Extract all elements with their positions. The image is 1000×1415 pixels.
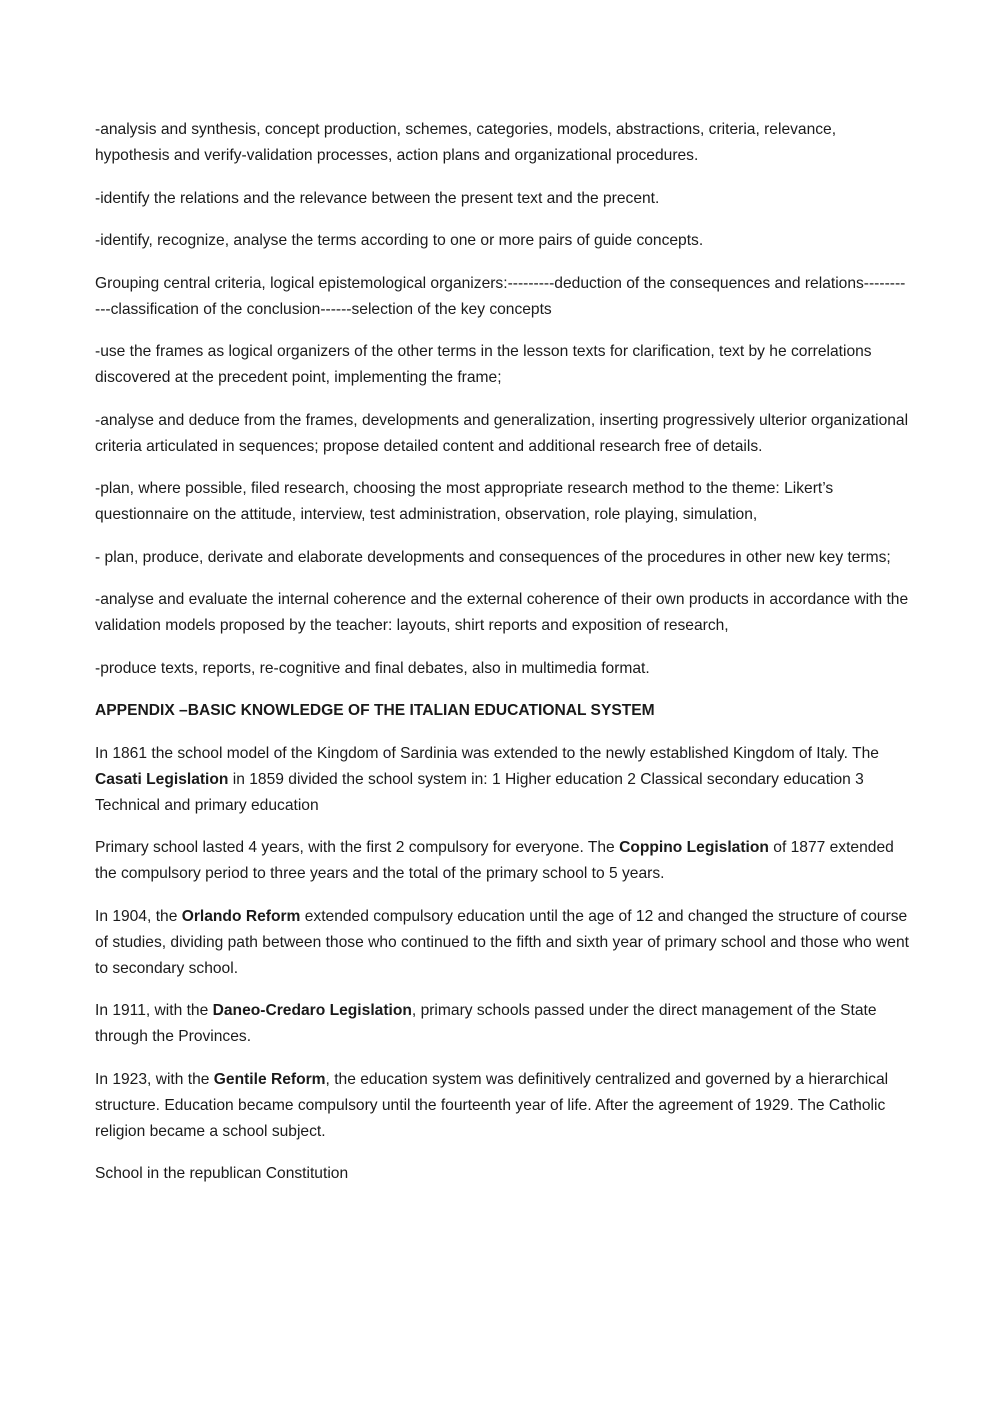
text-run: in 1859 divided the school system in: 1 Higher education 2 Classical secondary education 3 Technical and primary education: [95, 770, 864, 814]
paragraph-analyse-evaluate: -analyse and evaluate the internal coherence and the external coherence of their own products in accordance with the validation models proposed by the teacher: layouts, shirt reports and exposition of research,: [95, 591, 909, 634]
paragraph-use-frames: -use the frames as logical organizers of the other terms in the lesson texts for clarification, text by he correlations discovered at the precedent point, implementing the frame;: [95, 343, 872, 386]
text-run: Primary school lasted 4 years, with the first 2 compulsory for everyone. The: [95, 839, 620, 856]
document-page: [95, 117, 910, 1204]
paragraph-gentile: [95, 1067, 910, 1145]
paragraph-plan-produce: - plan, produce, derivate and elaborate developments and consequences of the procedures in other new key terms;: [95, 548, 891, 566]
text-run: of 1877 extended the compulsory period to three years and the total of the primary school to 5 years.: [95, 839, 894, 882]
legislation-name: Coppino Legislation: [619, 839, 769, 856]
paragraph-identify-relations: -identify the relations and the relevance between the present text and the precent.: [95, 189, 660, 207]
paragraph-daneo-credaro: [95, 998, 910, 1050]
text-run: extended compulsory education until the age of 12 and changed the structure of course of studies, dividing path between those who continued to the fifth and sixth year of primary school and those who went to secondary school.: [95, 907, 909, 977]
closing-line: School in the republican Constitution: [95, 1165, 349, 1182]
paragraph-identify-terms: -identify, recognize, analyse the terms according to one or more pairs of guide concepts.: [95, 232, 704, 249]
appendix-heading: APPENDIX –BASIC KNOWLEDGE OF THE ITALIAN EDUCATIONAL SYSTEM: [95, 702, 655, 719]
paragraph-orlando: [95, 904, 910, 982]
text-run: In 1861 the school model of the Kingdom of Sardinia was extended to the newly established Kingdom of Italy. The: [95, 744, 879, 762]
text-run: , primary schools passed under the direct management of the State through the Provinces.: [95, 1002, 877, 1045]
text-run: In 1904, the: [95, 907, 182, 925]
text-run: In 1911, with the: [95, 1002, 213, 1019]
reform-name: Gentile Reform: [213, 1070, 326, 1088]
paragraph-casati: [95, 741, 910, 819]
legislation-name: Casati Legislation: [95, 770, 229, 788]
reform-name: Orlando Reform: [181, 907, 301, 925]
paragraph-coppino: [95, 835, 910, 887]
paragraph-grouping-criteria: Grouping central criteria, logical epistemological organizers:---------deduction of the consequences and relations-----------classification of the conclusion------selection of the key concepts: [95, 274, 906, 318]
paragraph-produce-texts: -produce texts, reports, re-cognitive and final debates, also in multimedia format.: [95, 659, 650, 677]
legislation-name: Daneo-Credaro Legislation: [212, 1002, 412, 1019]
paragraph-analyse-deduce: -analyse and deduce from the frames, developments and generalization, inserting progressively ulterior organizational criteria articulated in sequences; propose detailed content and additional research free of details.: [95, 411, 909, 455]
text-run: , the education system was definitively centralized and governed by a hierarchical structure. Education became compulsory until the fourteenth year of life. After the agreement of 1929. The Catholic religion became a school subject.: [95, 1070, 889, 1140]
paragraph-analysis-synthesis: -analysis and synthesis, concept production, schemes, categories, models, abstractions, criteria, relevance, hypothesis and verify-validation processes, action plans and organizational procedures.: [95, 121, 837, 164]
paragraph-plan-research: -plan, where possible, filed research, choosing the most appropriate research method to the theme: Likert’s questionnaire on the attitude, interview, test administration, observation, role playing, simulation,: [95, 480, 834, 523]
text-run: In 1923, with the: [95, 1070, 214, 1088]
